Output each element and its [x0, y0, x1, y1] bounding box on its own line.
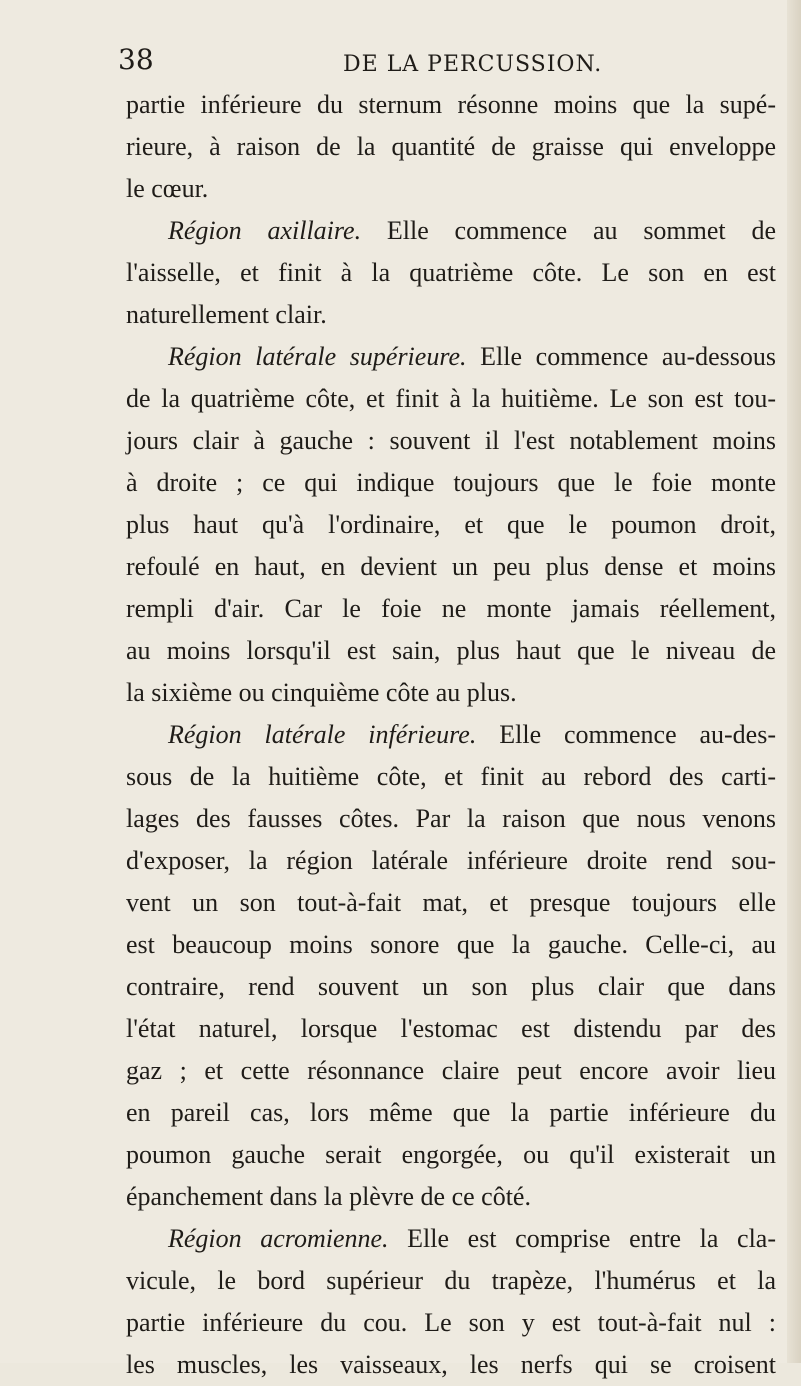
section-heading-line [126, 714, 776, 756]
text-line: en pareil cas, lors même que la partie inférieure du [126, 1098, 776, 1127]
text-line: l'état naturel, lorsque l'estomac est distendu par des [126, 1014, 776, 1043]
page-edge [787, 0, 801, 1363]
text-line: rempli d'air. Car le foie ne monte jamais réellement, [126, 594, 776, 623]
section-heading-line [126, 210, 776, 252]
section-heading-line [126, 1218, 776, 1260]
section-text: Elle est comprise entre la cla- [388, 1224, 776, 1253]
text-line: vicule, le bord supérieur du trapèze, l'humérus et la [126, 1266, 776, 1295]
page-number: 38 [118, 43, 154, 76]
text-line: partie inférieure du cou. Le son y est tout-à-fait nul : [126, 1308, 776, 1337]
text-line: à droite ; ce qui indique toujours que le foie monte [126, 468, 776, 497]
body-text [126, 84, 776, 1386]
text-line: l'aisselle, et finit à la quatrième côte. Le son en est [126, 258, 776, 287]
text-line: naturellement clair. [126, 300, 327, 329]
text-line: épanchement dans la plèvre de ce côté. [126, 1182, 531, 1211]
section-heading: Région latérale supérieure. [168, 342, 467, 371]
section-heading: Région latérale inférieure. [168, 720, 477, 749]
text-line: partie inférieure du sternum résonne moins que la supé- [126, 90, 776, 119]
section-text: Elle commence au-dessous [466, 342, 777, 371]
text-line: contraire, rend souvent un son plus clair que dans [126, 972, 776, 1001]
text-line: sous de la huitième côte, et finit au rebord des carti- [126, 762, 776, 791]
text-line: vent un son tout-à-fait mat, et presque toujours elle [126, 888, 776, 917]
section-heading: Région acromienne. [168, 1224, 389, 1253]
text-line: d'exposer, la région latérale inférieure droite rend sou- [126, 846, 776, 875]
text-line: rieure, à raison de la quantité de graisse qui enveloppe [126, 132, 776, 161]
text-line: de la quatrième côte, et finit à la huitième. Le son est tou- [126, 384, 776, 413]
text-line: la sixième ou cinquième côte au plus. [126, 678, 517, 707]
running-head: DE LA PERCUSSION. [343, 52, 603, 77]
text-line: le cœur. [126, 174, 209, 203]
text-line: plus haut qu'à l'ordinaire, et que le poumon droit, [126, 510, 776, 539]
section-heading-line [126, 336, 776, 378]
page-header [118, 44, 758, 82]
text-line: gaz ; et cette résonnance claire peut encore avoir lieu [126, 1056, 776, 1085]
section-text: Elle commence au-des- [476, 720, 777, 749]
text-line: est beaucoup moins sonore que la gauche. Celle-ci, au [126, 930, 776, 959]
text-line: les muscles, les vaisseaux, les nerfs qui se croisent [126, 1350, 776, 1379]
section-heading: Région axillaire. [168, 216, 362, 245]
text-line: au moins lorsqu'il est sain, plus haut que le niveau de [126, 636, 776, 665]
text-line: jours clair à gauche : souvent il l'est notablement moins [126, 426, 776, 455]
text-line: poumon gauche serait engorgée, ou qu'il existerait un [126, 1140, 776, 1169]
text-line: refoulé en haut, en devient un peu plus dense et moins [126, 552, 776, 581]
section-text: Elle commence au sommet de [361, 216, 776, 245]
text-line: lages des fausses côtes. Par la raison que nous venons [126, 804, 776, 833]
